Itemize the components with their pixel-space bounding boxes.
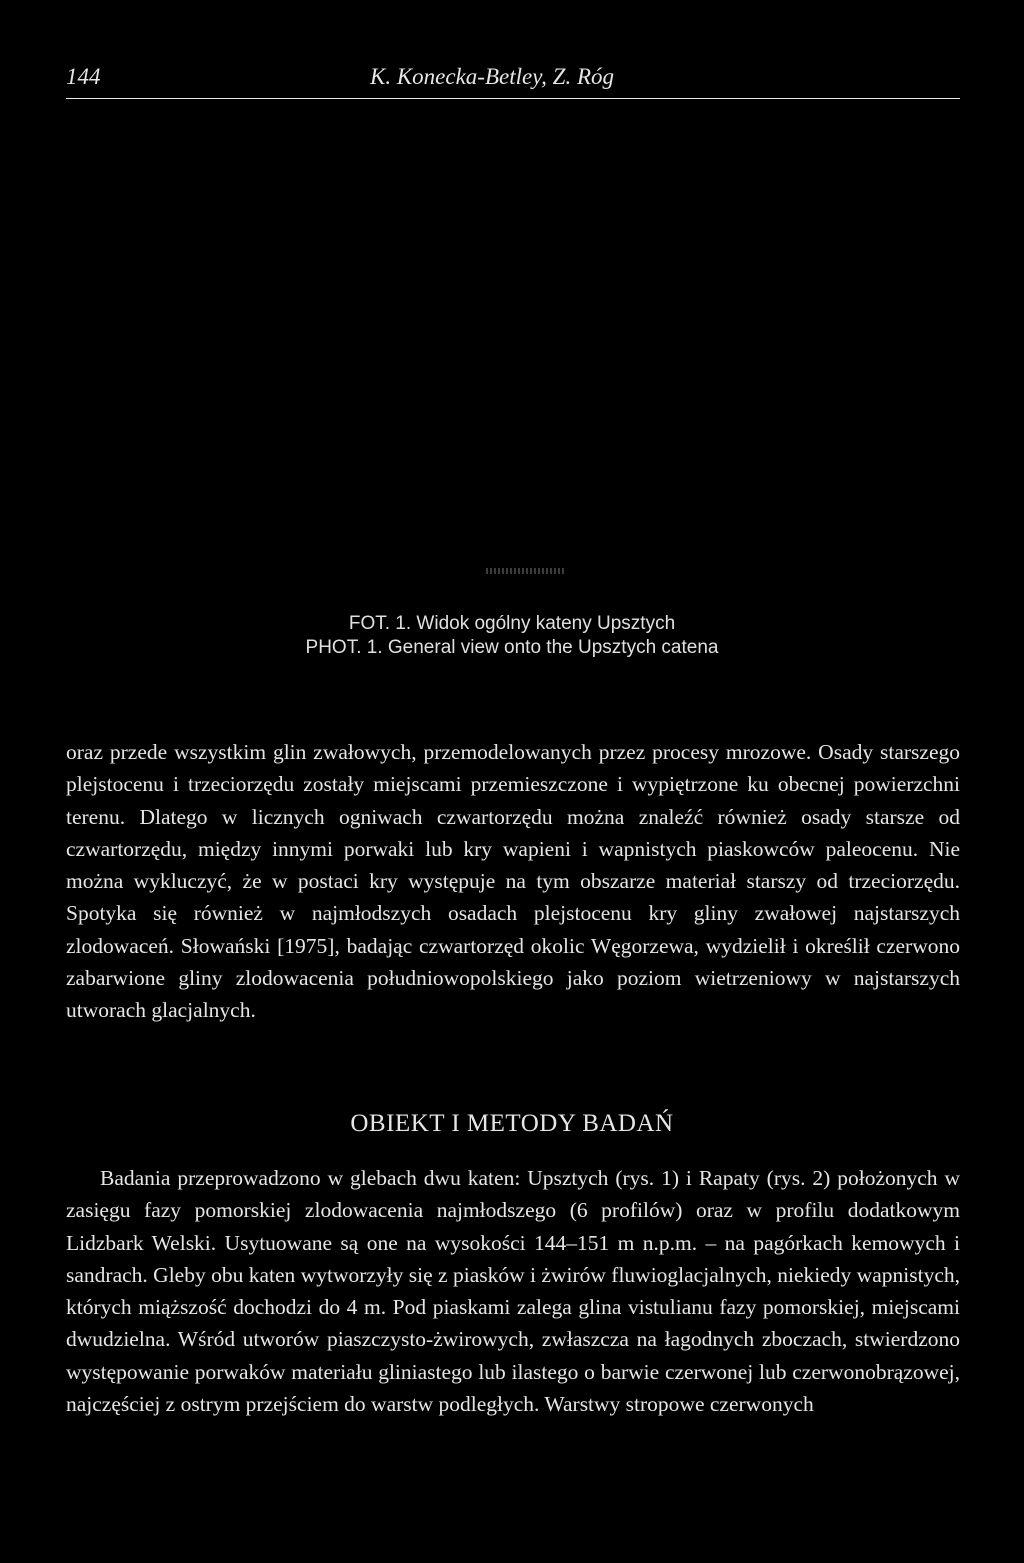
caption-english: PHOT. 1. General view onto the Upsztych catena (305, 637, 719, 658)
caption-polish: FOT. 1. Widok ogólny kateny Upsztych (348, 613, 676, 634)
photo-scan-artifact (486, 568, 566, 574)
figure-caption (0, 612, 1024, 660)
section-heading: OBIEKT I METODY BADAŃ (350, 1110, 674, 1137)
body-paragraph-2: Badania przeprowadzono w glebach dwu katen: Upsztych (rys. 1) i Rapaty (rys. 2) położonych w zasięgu fazy pomorskiej zlodowacenia najmłodszego (6 profilów) oraz w profilu dodatkowym Lidzbark Welski. Usytuowane są one na wysokości 144–151 m n.p.m. – na pagórkach kemowych i sandrach. Gleby obu katen wytworzyły się z piasków i żwirów fluwioglacjalnych, niekiedy wapnistych, których miąższość dochodzi do 4 m. Pod piaskami zalega glina vistulianu fazy pomorskiej, miejscami dwudzielna. Wśród utworów piaszczysto-żwirowych, zwłaszcza na łagodnych zboczach, stwierdzono występowanie porwaków materiału gliniastego lub ilastego o barwie czerwonej lub czerwonobrązowej, najczęściej z ostrym przejściem do warstw podległych. Warstwy stropowe czerwonych (66, 1166, 960, 1417)
page-number: 144 (66, 64, 101, 89)
body-paragraph-1: oraz przede wszystkim glin zwałowych, przemodelowanych przez procesy mrozowe. Osady starszego plejstocenu i trzeciorzędu zostały miejscami przemieszczone i wypiętrzone ku obecnej powierzchni terenu. Dlatego w licznych ogniwach czwartorzędu można znaleźć również osady starsze od czwartorzędu, między innymi porwaki lub kry wapieni i wapnistych piaskowców paleocenu. Nie można wykluczyć, że w postaci kry występuje na tym obszarze materiał starszy od trzeciorzędu. Spotyka się również w najmłodszych osadach plejstocenu kry gliny zwałowej najstarszych zlodowaceń. Słowański [1975], badając czwartorzęd okolic Węgorzewa, wydzielił i określił czerwono zabarwione gliny zlodowacenia południowopolskiego jako poziom wietrzeniowy w najstarszych utworach glacjalnych. (66, 740, 960, 1023)
photo-figure (66, 110, 960, 600)
running-header (66, 64, 960, 99)
running-title: K. Konecka-Betley, Z. Róg (370, 64, 614, 89)
